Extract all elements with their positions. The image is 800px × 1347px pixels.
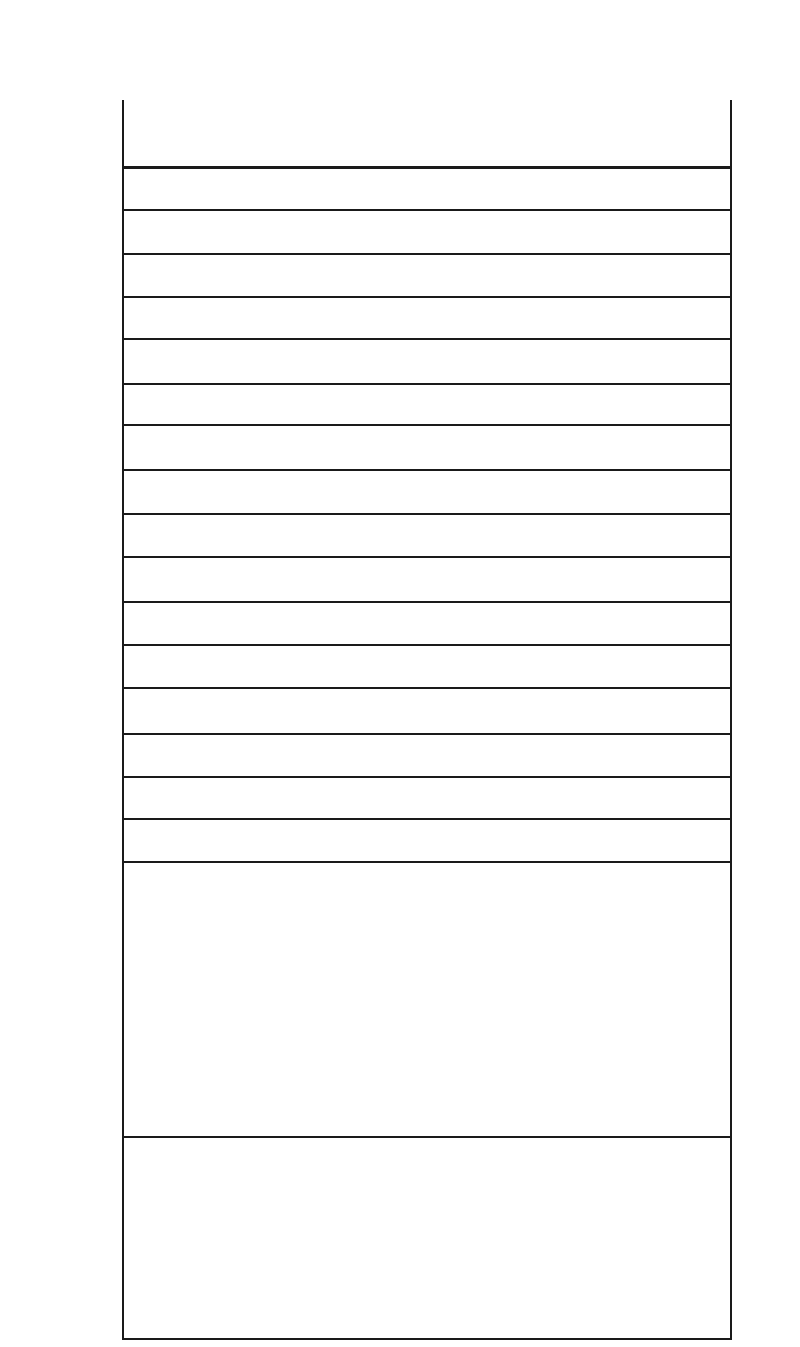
column-divider: [122, 513, 732, 515]
column-divider: [122, 644, 732, 646]
table-right-border: [730, 100, 732, 1340]
column-divider: [122, 556, 732, 558]
table-left-border: [122, 100, 124, 1340]
agency-divider: [122, 1136, 732, 1138]
section-title: [40, 440, 90, 940]
column-divider: [122, 687, 732, 689]
column-divider: [122, 209, 732, 211]
column-divider: [122, 338, 732, 340]
column-divider: [122, 469, 732, 471]
column-divider: [122, 601, 732, 603]
column-divider: [122, 424, 732, 426]
column-divider: [122, 383, 732, 385]
epileptics-table: [122, 100, 732, 1340]
table-bottom-border: [122, 1338, 732, 1340]
column-divider: [122, 861, 732, 863]
column-divider: [122, 733, 732, 735]
column-divider: [122, 167, 732, 169]
column-divider: [122, 296, 732, 298]
column-divider: [122, 818, 732, 820]
column-divider: [122, 776, 732, 778]
column-divider: [122, 253, 732, 255]
